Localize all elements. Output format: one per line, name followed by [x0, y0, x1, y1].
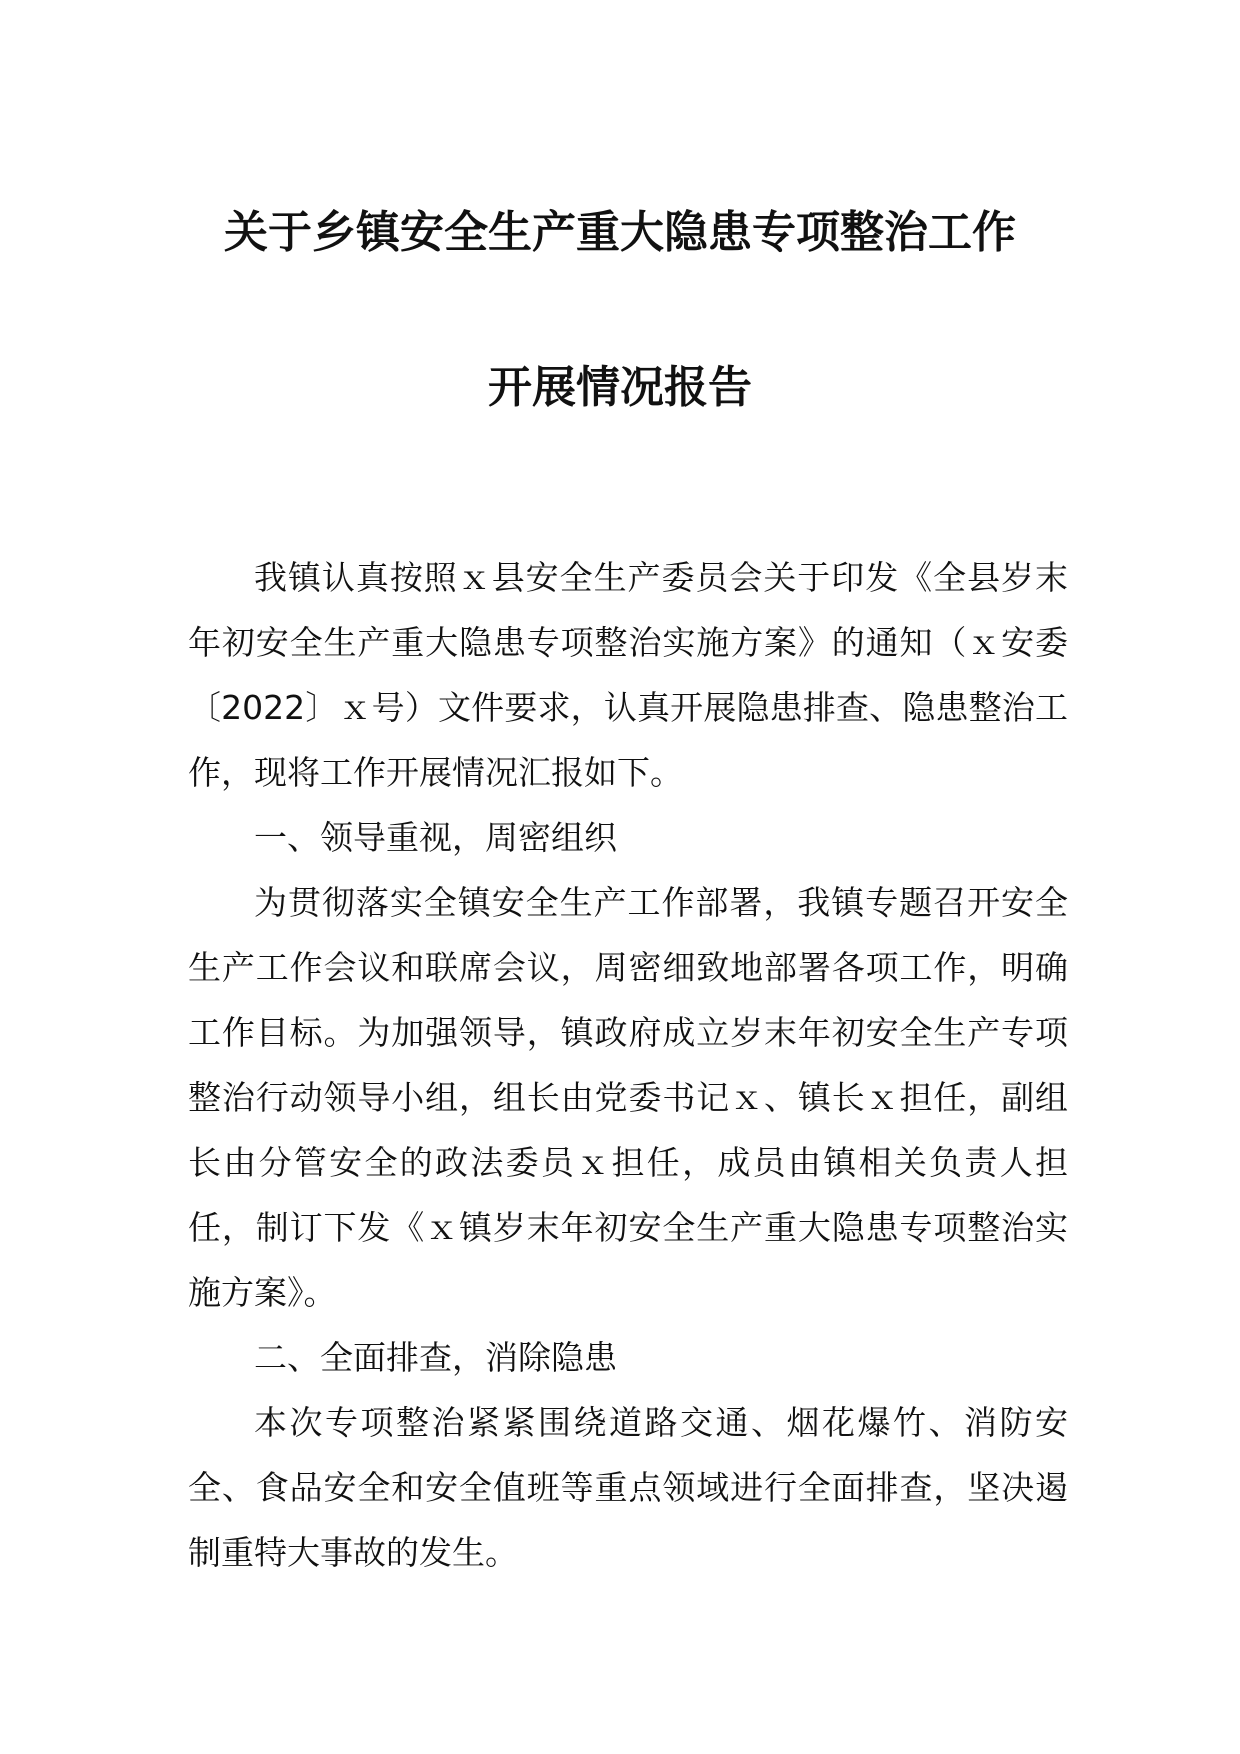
paragraph-section-2: 本次专项整治紧紧围绕道路交通、烟花爆竹、消防安全、食品安全和安全值班等重点领域进行全面排查，坚决遏制重特大事故的发生。	[188, 1403, 1068, 1572]
section-heading-1: 一、领导重视，周密组织	[254, 818, 617, 857]
paragraph-intro: 我镇认真按照ｘ县安全生产委员会关于印发《全县岁末年初安全生产重大隐患专项整治实施方案》的通知（ｘ安委〔2022〕ｘ号）文件要求，认真开展隐患排查、隐患整治工作，现将工作开展情况汇报如下。	[188, 558, 1068, 792]
document-body	[188, 545, 1068, 1585]
section-heading-2: 二、全面排查，消除隐患	[254, 1338, 617, 1377]
document-title-line-1: 关于乡镇安全生产重大隐患专项整治工作	[224, 207, 1016, 258]
paragraph-section-1: 为贯彻落实全镇安全生产工作部署，我镇专题召开安全生产工作会议和联席会议，周密细致地部署各项工作，明确工作目标。为加强领导，镇政府成立岁末年初安全生产专项整治行动领导小组，组长由党委书记ｘ、镇长ｘ担任，副组长由分管安全的政法委员ｘ担任，成员由镇相关负责人担任，制订下发《ｘ镇岁末年初安全生产重大隐患专项整治实施方案》。	[188, 883, 1068, 1312]
document-title-line-2: 开展情况报告	[488, 362, 752, 413]
